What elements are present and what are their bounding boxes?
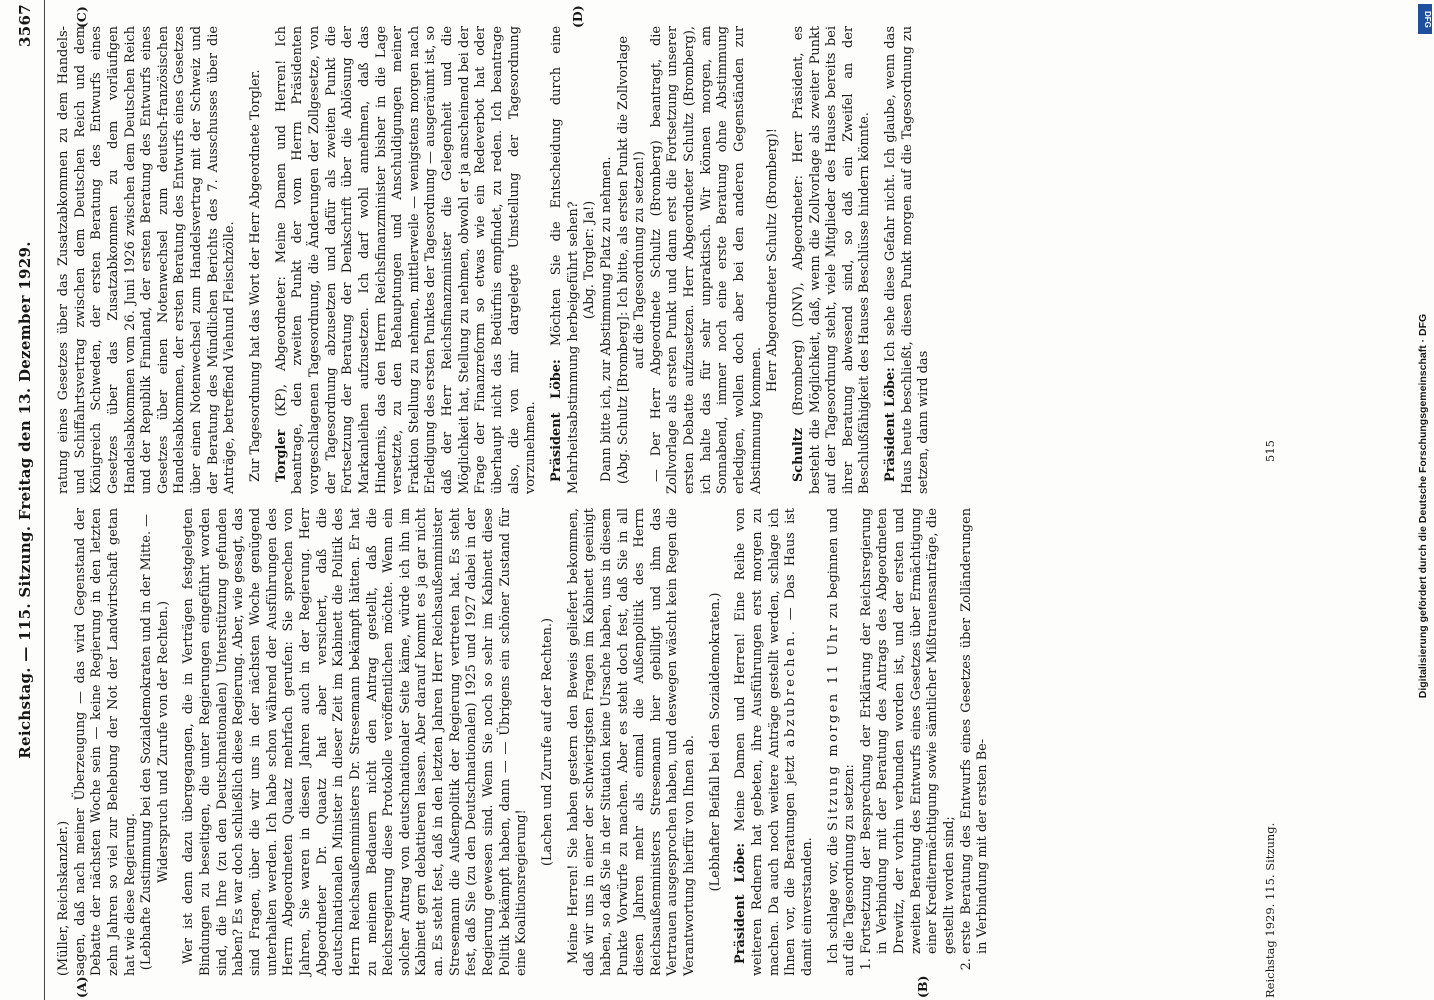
dfg-banner-text: Digitalisierung gefördert durch die Deutsche Forschungsgemeinschaft · DFG	[1417, 313, 1429, 699]
speech-text: Ich schlage vor, die	[825, 835, 841, 964]
paragraph	[549, 26, 582, 494]
margin-marker-c: (C)	[74, 6, 89, 28]
page-footer	[1263, 0, 1289, 1000]
paragraph: Meine Herren! Sie haben gestern den Beweis geliefert bekommen, daß wir uns in einer der schwierigsten Fragen im Kabinett geeinigt haben, so daß Sie in der Situation keine Ursache haben, uns in diesem Punkte Vorwürfe zu machen. Aber es steht doch fest, daß Sie in all diesen Jahren mehr als einmal die Außenpolitik des Herrn Reichsaußenministers Stresemann hier gebilligt und ihm das Vertrauen ausgesprochen haben, und deswegen wäscht kein Regen die Verantwortung hierfür von Ihnen ab.	[565, 508, 698, 976]
reaction-note: (Abg. Torgler: Ja!)	[582, 200, 598, 320]
speaker-name: Präsident Löbe:	[733, 842, 749, 964]
paragraph: sagen, daß nach meiner Überzeugung — das wird Gegenstand der Debatte der nächsten Woche sein — keine Regierung in den letzten zehn Jahren so viel zur Behebung der Not der Landwirtschaft getan hat wie diese Regierung.	[72, 508, 138, 976]
page-number: 3567	[16, 4, 34, 47]
agenda-list	[859, 508, 992, 976]
spaced-phrase: Sitzung morgen 11 Uhr	[825, 622, 841, 832]
speech-text: (Bromberg) (DNV), Abgeordneter: Herr Präsident, es besteht die Möglichkeit, daß, wenn die Zollvorlage als zweiter Punkt auf der Tagesordnung steht, viele Mitglieder des Hauses bereits bei ihrer Beratung abwesend sind, so daß ein Zweifel an der Beschlußfähigkeit des Hauses Beschlüsse hindern könnte.	[790, 26, 873, 494]
dfg-logo: DFG	[1418, 4, 1432, 34]
paragraph	[826, 508, 859, 976]
paragraph: ratung eines Gesetzes über das Zusatzabkommen zu dem Handels- und Schiffahrtsvertrag zwischen dem Deutschen Reich und dem Königreich Schweden, der ersten Beratung des Entwurfs eines Gesetzes über das Zusatzabkommen zu dem vorläufigen Handelsabkommen vom 26. Juni 1926 zwischen dem Deutschen Reich und der Republik Finnland, der ersten Beratung des Entwurfs eines Gesetzes über einen Notenwechsel zum deutsch-französischen Handelsabkommen, der ersten Beratung des Entwurfs eines Gesetzes über einen Notenwechsel zum Handelsvertrag mit der Schweiz und der Beratung des Mündlichen Berichts des 7. Ausschusses über die Anträge, betreffend Viehund Fleischzölle.	[56, 26, 238, 494]
speaker-name: Präsident Löbe:	[548, 359, 564, 482]
margin-marker-a: (A)	[74, 976, 89, 998]
speech-text: Ich sehe diese Gefahr nicht. Ich glaube, wenn das Haus heute beschließt, diesen Punkt morgen auf die Tagesordnung zu setzen, dann wird das	[883, 26, 932, 494]
paragraph: Zur Tagesordnung hat das Wort der Herr Abgeordnete Torgler.	[248, 69, 264, 482]
speech-text: — Das Haus ist damit einverstanden.	[783, 508, 815, 976]
spaced-word: abzubrechen.	[783, 628, 799, 748]
reaction-note: (Lebhafter Beifall bei den Sozialdemokraten.)	[707, 592, 723, 892]
agenda-item-2: 2. erste Beratung des Entwurfs eines Gesetzes über Zolländerungen in Verbindung mit der ersten Be-	[959, 508, 992, 954]
paragraph: Wer ist denn dazu übergegangen, die in Verträgen festgelegten Bindungen zu beseitigen, die unter Regierungen eingeführt worden sind, die Ihre (zu den Deutschnationalen) Unterstützung gefunden haben? Es war doch schließlich diese Regierung. Aber, wie gesagt, das sind Fragen, über die wir uns in der nächsten Woche genügend unterhalten werden. Ich habe schon während der Ausführungen des Herrn Abgeordneten Quaatz mehrfach gerufen: Sie sprechen von Jahren, Sie waren in diesen Jahren auch in der Regierung. Herr Abgeordneter Dr. Quaatz hat aber versichert, daß die deutschnationalen Minister in dieser Zeit im Kabinett die Politik des Herrn Reichsaußenministers Dr. Stresemann bekämpft hätten. Er hat zu meinem Bedauern nicht den Antrag gestellt, daß die Reichsregierung diese Protokolle veröffentlichen möchte. Wenn ein solcher Antrag von deutschnationaler Seite käme, würde ich ihn im Kabinett gern debattieren lassen. Aber darauf kommt es ja gar nicht an. Es steht fest, daß in den letzten Jahren Herr Reichsaußenminister Stresemann die Außenpolitik der Regierung vertreten hat. Es steht fest, daß Sie (zu den Deutschnationalen) 1925 und 1927 dabei in der Regierung gewesen sind. Wenn Sie noch so sehr im Kabinett diese Politik bekämpft haben, dann — — Übrigens ein schöner Zustand für eine Koalitionsregierung!	[181, 508, 530, 976]
speaker-name: Torgler	[273, 429, 289, 482]
paragraph	[733, 508, 816, 976]
paragraph	[274, 26, 540, 494]
speaker-continuation	[56, 508, 73, 976]
footer-sheet-number: 515	[1263, 440, 1277, 462]
speaker-name: Präsident Löbe:	[883, 367, 899, 482]
speech-text: Meine Damen und Herren! Eine Reihe von weiteren Rednern hat gebeten, ihre Ausführungen erst morgen zu machen. Da auch noch weitere Anträge gestellt werden, schlage ich Ihnen vor, die Beratungen jetzt	[733, 507, 799, 976]
reaction-note: (Abg. Schultz [Bromberg]: Ich bitte, als ersten Punkt die Zollvorlage auf die Tagesordnung zu setzen!)	[615, 35, 648, 485]
paragraph	[791, 26, 874, 494]
speech-text: zu beginnen und auf die Tagesordnung zu setzen:	[825, 508, 858, 976]
speaker-name: Schultz	[790, 427, 806, 482]
agenda-item-1: 1. Fortsetzung der Besprechung der Erklärung der Reichsregierung in Verbindung mit der Beratung des Antrags des Abgeordneten Drewitz, der vorhin verbunden worden ist, und der ersten und zweiten Beratung des Entwurfs eines Gesetzes über Ermächtigung einer Kreditermächtigung sowie sämtlicher Mißtrauensanträge, die gestellt worden sind;	[859, 508, 959, 954]
running-header	[10, 0, 45, 1000]
reaction-note: (Lebhafte Zustimmung bei den Sozialdemokraten und in der Mitte. — Widerspruch und Zurufe von der Rechten.)	[139, 513, 171, 971]
right-text-column	[56, 26, 933, 494]
left-text-column	[56, 508, 992, 976]
margin-marker-d: (D)	[570, 5, 585, 28]
paragraph: Dann bitte ich, zur Abstimmung Platz zu nehmen.	[598, 156, 614, 482]
margin-marker-b: (B)	[915, 975, 930, 998]
rotated-document-page	[10, 0, 1300, 1000]
paragraph	[883, 26, 933, 494]
speech-text: Möchten Sie die Entscheidung durch eine Mehrheitsabstimmung herbeigeführt sehen?	[548, 26, 581, 494]
footer-left: Reichstag 1929. 115. Sitzung.	[1263, 822, 1277, 998]
reaction-note: (Lachen und Zurufe auf der Rechten.)	[539, 617, 555, 867]
speaker-label: (Müller, Reichskanzler.)	[56, 820, 71, 976]
speech-text: (KP), Abgeordneter: Meine Damen und Herren! Ich beantrage, den zweiten Punkt der vom Herrn Präsidenten vorgeschlagenen Tagesordnung, die Änderungen der Zollgesetze, von der Tagesordnung abzusetzen und dafür als zweiten Punkt die Fortsetzung der Beratung der Denkschrift über die Ablösung der Markanleihen aufzusetzen. Ich darf wohl annehmen, daß das Hindernis, das den Herrn Reichsfinanzminister bisher in die Lage versetzte, zu den Behauptungen und Anschuldigungen meiner Fraktion Stellung zu nehmen, mittlerweile — wenigstens morgen nach Erledigung des ersten Punktes der Tagesordnung — ausgeräumt ist, so daß der Herr Reichsfinanzminister die Gelegenheit und die Möglichkeit hat, Stellung zu nehmen, obwohl er ja anscheinend bei der Frage der Finanzreform so etwas wie ein Redeverbot hat oder überhaupt nicht das Bedürfnis empfindet, zu reden. Ich beantrage also, die von mir dargelegte Umstellung der Tagesordnung vorzunehmen.	[273, 26, 539, 494]
header-title: Reichstag. — 115. Sitzung. Freitag den 13. Dezember 1929.	[16, 241, 34, 759]
paragraph: — Der Herr Abgeordnete Schultz (Bromberg) beantragt, die Zollvorlage als ersten Punkt und dann erst die Fortsetzung unserer ersten Debatte aufzusetzen. Herr Abgeordneter Schultz (Bromberg), ich halte das für sehr unpraktisch. Wir können morgen, am Sonnabend, immer noch eine erste Beratung ohne Abstimmung erledigen, wollen doch aber bei den anderen Gegenständen zur Abstimmung kommen.	[648, 26, 764, 494]
reaction-note: Herr Abgeordneter Schultz (Bromberg)!	[765, 128, 781, 392]
